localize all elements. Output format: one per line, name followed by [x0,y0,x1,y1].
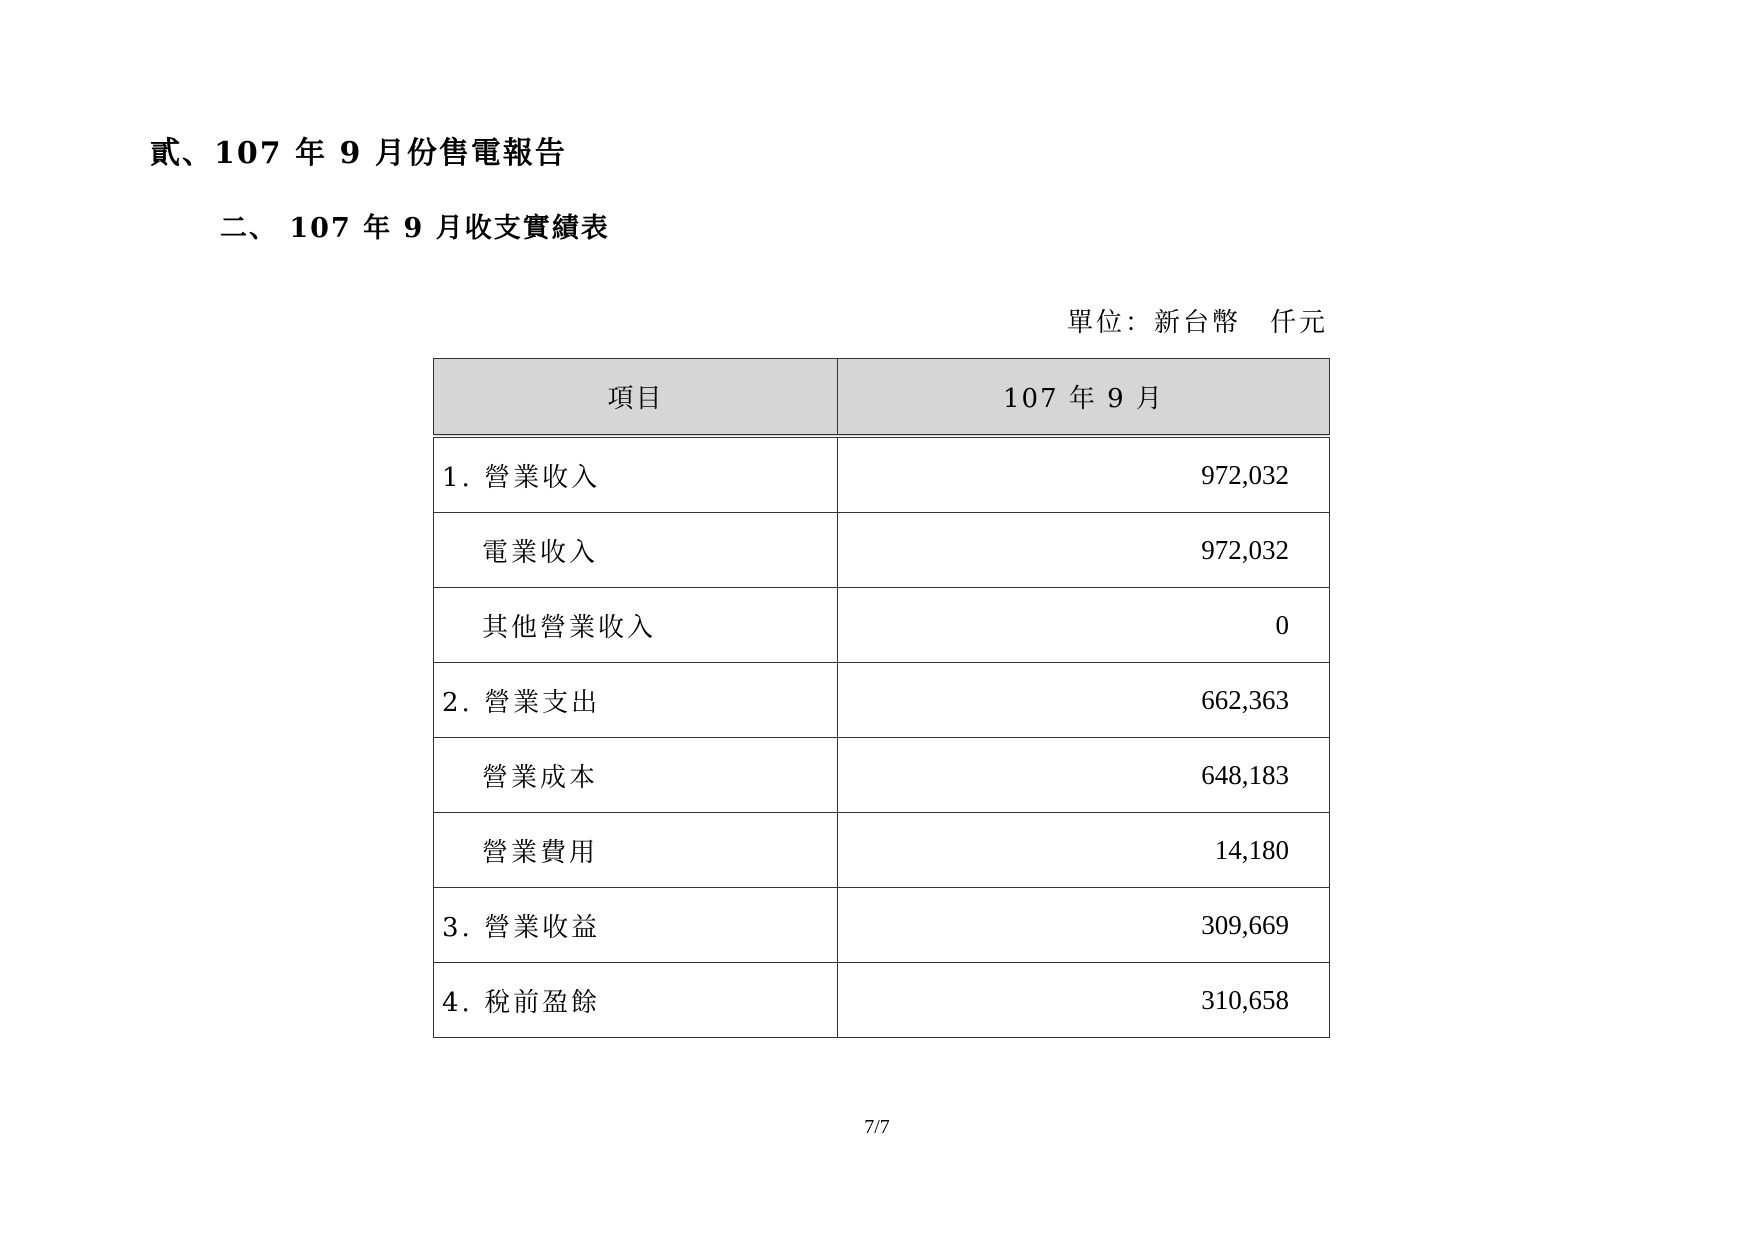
table-row [434,588,1330,663]
row-label: 營業成本 [434,738,838,813]
row-value: 972,032 [838,436,1330,513]
page-number: 7/7 [864,1116,890,1138]
table-row [434,738,1330,813]
row-label: 2. 營業支出 [434,663,838,738]
table-row [434,663,1330,738]
header-item: 項目 [434,359,838,437]
table-header-row [434,359,1330,437]
table-row [434,963,1330,1038]
row-label: 1. 營業收入 [434,436,838,513]
table-row [434,513,1330,588]
income-expense-table [433,358,1330,1038]
table-row [434,436,1330,513]
row-label: 3. 營業收益 [434,888,838,963]
row-value: 648,183 [838,738,1330,813]
row-label: 營業費用 [434,813,838,888]
table-row [434,813,1330,888]
page-title: 貳、107 年 9 月份售電報告 [150,136,567,171]
row-value: 662,363 [838,663,1330,738]
row-label: 電業收入 [434,513,838,588]
row-value: 309,669 [838,888,1330,963]
row-value: 14,180 [838,813,1330,888]
row-value: 0 [838,588,1330,663]
row-value: 972,032 [838,513,1330,588]
row-value: 310,658 [838,963,1330,1038]
row-label: 其他營業收入 [434,588,838,663]
row-label: 4. 稅前盈餘 [434,963,838,1038]
header-month: 107 年 9 月 [838,359,1330,437]
unit-label: 單位：新台幣 仟元 [1066,308,1328,338]
section-title: 二、 107 年 9 月收支實績表 [220,213,610,244]
table-row [434,888,1330,963]
